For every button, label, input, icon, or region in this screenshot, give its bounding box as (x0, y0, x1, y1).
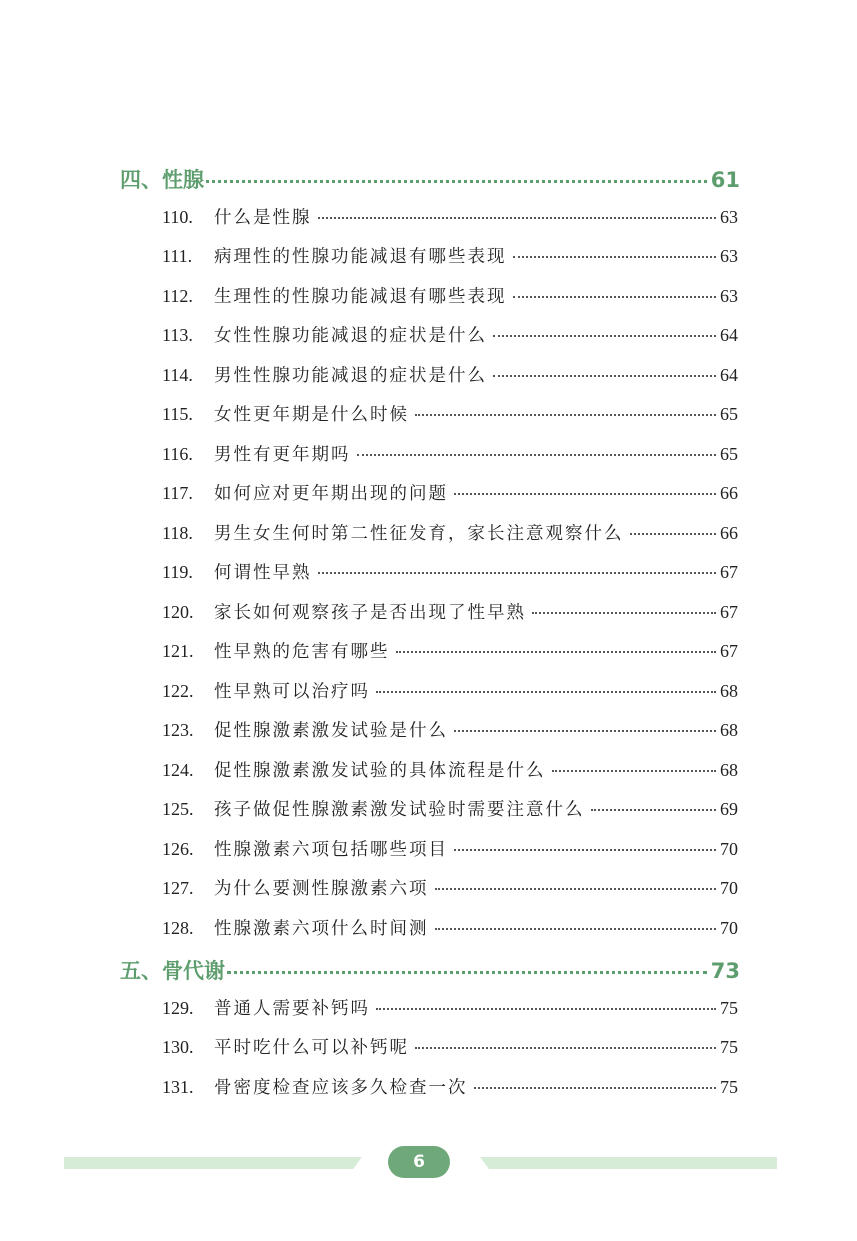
entry-title: 性早熟可以治疗吗 (214, 682, 370, 702)
entry-title: 平时吃什么可以补钙呢 (214, 1038, 409, 1058)
dot-leader (513, 296, 717, 298)
entry-number: 128. (162, 918, 194, 938)
page-number-badge (388, 1146, 450, 1178)
entry-page-number: 69 (720, 799, 738, 819)
dot-leader (591, 809, 717, 811)
dot-leader (493, 375, 716, 377)
page-number: 6 (413, 1152, 425, 1172)
entry-number: 115. (162, 404, 193, 424)
entry-number: 112. (162, 286, 193, 306)
toc-entry[interactable] (162, 717, 738, 742)
dot-leader (206, 180, 707, 183)
toc-entry[interactable] (162, 678, 738, 703)
entry-title: 男生女生何时第二性征发育，家长注意观察什么 (214, 524, 624, 544)
entry-number: 127. (162, 878, 194, 898)
dot-leader (474, 1087, 717, 1089)
dot-leader (552, 770, 717, 772)
entry-number: 131. (162, 1077, 194, 1097)
entry-title: 病理性的性腺功能减退有哪些表现 (214, 247, 507, 267)
entry-page-number: 67 (720, 602, 738, 622)
dot-leader (454, 493, 716, 495)
entry-title: 性腺激素六项包括哪些项目 (214, 840, 448, 860)
entry-page-number: 68 (720, 760, 738, 780)
toc-entry[interactable] (162, 243, 738, 268)
entry-number: 122. (162, 681, 194, 701)
entry-page-number: 66 (720, 523, 738, 543)
entry-title: 女性更年期是什么时候 (214, 405, 409, 425)
entry-page-number: 63 (720, 246, 738, 266)
dot-leader (376, 1008, 716, 1010)
toc-entry[interactable] (162, 362, 738, 387)
entry-page-number: 75 (720, 998, 738, 1018)
entry-title: 生理性的性腺功能减退有哪些表现 (214, 287, 507, 307)
toc-entry[interactable] (162, 599, 738, 624)
toc-entry[interactable] (162, 1034, 738, 1059)
entry-number: 129. (162, 998, 194, 1018)
toc-entry[interactable] (162, 520, 738, 545)
toc-section-heading[interactable] (120, 955, 740, 985)
entry-title: 什么是性腺 (214, 208, 312, 228)
toc-entry[interactable] (162, 322, 738, 347)
entry-title: 性早熟的危害有哪些 (214, 642, 390, 662)
entry-number: 121. (162, 641, 194, 661)
section-page-number: 61 (710, 168, 740, 192)
entry-number: 126. (162, 839, 194, 859)
entry-title: 促性腺激素激发试验是什么 (214, 721, 448, 741)
entry-page-number: 75 (720, 1077, 738, 1097)
dot-leader (630, 533, 717, 535)
toc-entry[interactable] (162, 836, 738, 861)
entry-title: 男性性腺功能减退的症状是什么 (214, 366, 487, 386)
dot-leader (376, 691, 716, 693)
dot-leader (415, 414, 716, 416)
entry-number: 118. (162, 523, 193, 543)
dot-leader (435, 928, 717, 930)
dot-leader (493, 335, 716, 337)
dot-leader (532, 612, 716, 614)
entry-number: 117. (162, 483, 193, 503)
dot-leader (513, 256, 717, 258)
entry-number: 125. (162, 799, 194, 819)
entry-title: 普通人需要补钙吗 (214, 999, 370, 1019)
entry-page-number: 65 (720, 404, 738, 424)
dot-leader (454, 849, 716, 851)
toc-entry[interactable] (162, 875, 738, 900)
toc-entry[interactable] (162, 995, 738, 1020)
toc-entry[interactable] (162, 441, 738, 466)
entry-title: 为什么要测性腺激素六项 (214, 879, 429, 899)
entry-page-number: 70 (720, 918, 738, 938)
toc-entry[interactable] (162, 757, 738, 782)
dot-leader (318, 572, 717, 574)
entry-number: 113. (162, 325, 193, 345)
entry-number: 114. (162, 365, 193, 385)
entry-page-number: 67 (720, 641, 738, 661)
entry-title: 促性腺激素激发试验的具体流程是什么 (214, 761, 546, 781)
entry-page-number: 63 (720, 207, 738, 227)
footer-bar-left (64, 1157, 362, 1169)
toc-section-heading[interactable] (120, 164, 740, 194)
entry-page-number: 65 (720, 444, 738, 464)
toc-entry[interactable] (162, 283, 738, 308)
entry-number: 130. (162, 1037, 194, 1057)
entry-page-number: 66 (720, 483, 738, 503)
page-footer (0, 1140, 857, 1186)
dot-leader (454, 730, 716, 732)
entry-title: 孩子做促性腺激素激发试验时需要注意什么 (214, 800, 585, 820)
section-title: 四、性腺 (120, 168, 204, 192)
entry-page-number: 68 (720, 681, 738, 701)
entry-title: 男性有更年期吗 (214, 445, 351, 465)
dot-leader (318, 217, 717, 219)
dot-leader (415, 1047, 716, 1049)
entry-title: 何谓性早熟 (214, 563, 312, 583)
entry-title: 家长如何观察孩子是否出现了性早熟 (214, 603, 526, 623)
entry-number: 120. (162, 602, 194, 622)
entry-title: 如何应对更年期出现的问题 (214, 484, 448, 504)
entry-page-number: 70 (720, 878, 738, 898)
entry-page-number: 68 (720, 720, 738, 740)
entry-number: 124. (162, 760, 194, 780)
entry-number: 116. (162, 444, 193, 464)
entry-title: 性腺激素六项什么时间测 (214, 919, 429, 939)
toc-entry[interactable] (162, 480, 738, 505)
entry-number: 123. (162, 720, 194, 740)
entry-page-number: 64 (720, 365, 738, 385)
entry-title: 女性性腺功能减退的症状是什么 (214, 326, 487, 346)
dot-leader (227, 971, 707, 974)
entry-page-number: 67 (720, 562, 738, 582)
dot-leader (357, 454, 717, 456)
toc-entry[interactable] (162, 638, 738, 663)
toc-entry[interactable] (162, 401, 738, 426)
dot-leader (435, 888, 717, 890)
toc-entry[interactable] (162, 559, 738, 584)
toc-entry[interactable] (162, 796, 738, 821)
toc-entry[interactable] (162, 1074, 738, 1099)
entry-page-number: 63 (720, 286, 738, 306)
toc-entry[interactable] (162, 915, 738, 940)
footer-bar-right (480, 1157, 777, 1169)
entry-number: 119. (162, 562, 193, 582)
entry-title: 骨密度检查应该多久检查一次 (214, 1078, 468, 1098)
section-page-number: 73 (710, 959, 740, 983)
entry-number: 110. (162, 207, 193, 227)
entry-page-number: 70 (720, 839, 738, 859)
section-title: 五、骨代谢 (120, 959, 225, 983)
toc-entry[interactable] (162, 204, 738, 229)
entry-number: 111. (162, 246, 193, 266)
entry-page-number: 75 (720, 1037, 738, 1057)
dot-leader (396, 651, 717, 653)
entry-page-number: 64 (720, 325, 738, 345)
